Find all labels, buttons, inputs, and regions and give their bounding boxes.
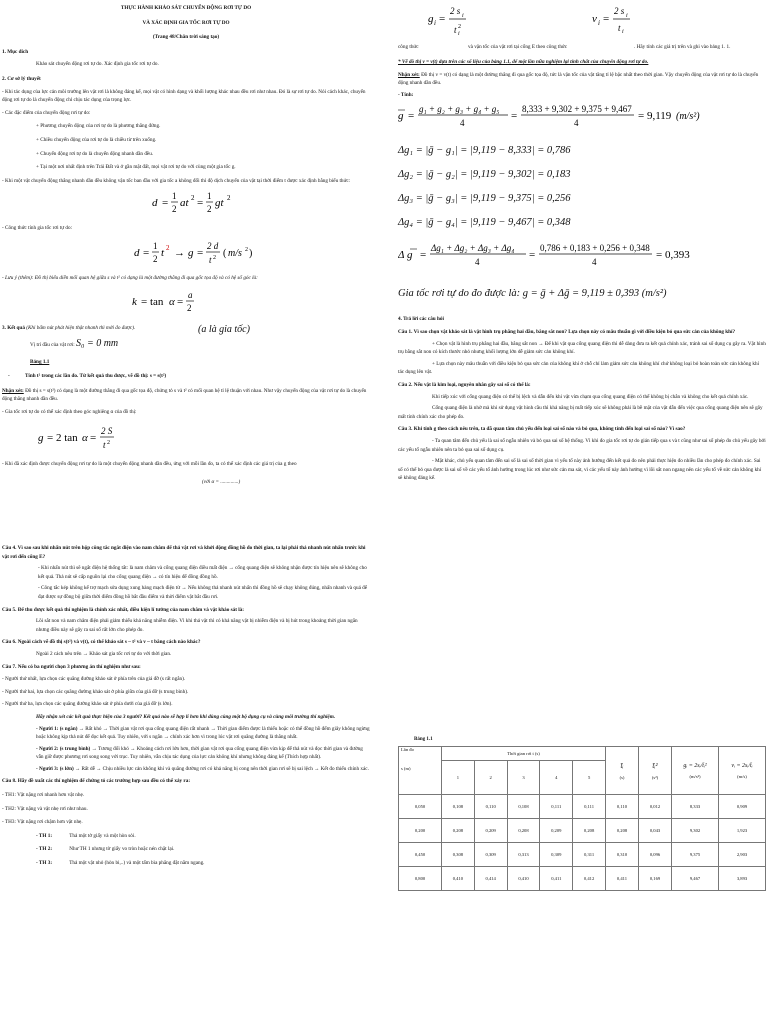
svg-text:=: =	[420, 249, 427, 262]
cell-time-4: 0,209	[540, 819, 573, 843]
q3-heading: Câu 3. Khi tính g theo cách nêu trên, ta đã quan tâm chủ yếu đến loại sai số nào và bỏ qua, không tính đến loại sai số nào? Vì sao?	[398, 426, 686, 433]
cell-v: 3,893	[719, 867, 766, 891]
svg-text:i: i	[598, 19, 600, 27]
svg-text:=: =	[529, 249, 536, 262]
header-distance-label: s (m)	[401, 766, 411, 771]
svg-text:2 s: 2 s	[450, 6, 461, 16]
header-v-formula: vᵢ = 2sᵢ/t̄ᵢ	[731, 762, 753, 769]
cell-time-5: 0,208	[573, 819, 606, 843]
table-row	[399, 795, 766, 819]
svg-text:2: 2	[227, 194, 231, 203]
section-2-note: - Lưu ý (thêm): Đồ thị biểu diễn mối quan hệ giữa s và t² có dạng là một đường thẳng đi qua gốc tọa độ và có hệ số góc là:	[2, 274, 258, 281]
q2-answer-1: Khi tiếp xúc với cổng quang điện có thể bị lệch và dẫn đến khi vật vừa chạm qua cổng quang điện có thể không bị chắn và không cho kết quả chính xác.	[432, 393, 749, 400]
svg-text:i: i	[458, 31, 460, 37]
g-per-trial-text: - Khi đã xác định được chuyển động rơi tự do là một chuyển động nhanh dần đều, ứng với mỗi lần đo, ta có thể xác định các giá trị của g theo	[2, 460, 297, 467]
svg-text:0,786 + 0,183 + 0,256 + 0,348: 0,786 + 0,183 + 0,256 + 0,348	[540, 243, 650, 254]
header-trial-1: 1	[442, 761, 475, 795]
cell-tsq: 0,096	[639, 843, 672, 867]
header-trial-2: 2	[474, 761, 507, 795]
svg-text:Δg₁ + Δg₂ + Δg₃ + Δg₄: Δg₁ + Δg₂ + Δg₃ + Δg₄	[431, 243, 515, 254]
q1-heading: Câu 1. Vì sao chọn vật khảo sát là vật hình trụ phẳng hai đầu, bằng sắt non? Lựa chọn này có mâu thuẫn gì với điều kiện bỏ qua sức cản của không khí?	[398, 328, 736, 335]
q5-heading: Câu 5. Để thu được kết quả thí nghiệm là chính xác nhất, điều kiện lí tưởng của nam châm và vật khảo sát là:	[2, 606, 244, 613]
cell-tsq: 0,043	[639, 819, 672, 843]
svg-text:2: 2	[187, 302, 192, 313]
q7-heading: Câu 7. Nếu có ba người chọn 3 phương án thí nghiệm như sau:	[2, 663, 141, 670]
formula-caption-suffix: . Hãy tính các giá trị trên và ghi vào bảng 1. 1.	[634, 44, 731, 50]
q7-answer-2	[2, 745, 370, 762]
cell-time-4: 0,411	[540, 867, 573, 891]
q8-experiment-1-label: - TH 1:	[36, 832, 53, 839]
q8-experiment-3	[2, 859, 370, 868]
svg-text:g: g	[398, 110, 404, 123]
formula-caption-mid: và vận tốc của vật rơi tại cổng E theo công thức	[468, 44, 568, 50]
velocity-remark	[398, 71, 766, 88]
header-tsq-symbol: t̄ᵢ²	[652, 761, 658, 770]
cell-distance: 0,450	[399, 843, 442, 867]
formula-gravity	[2, 233, 370, 269]
q3-answer-1: - Ta quan tâm đến chủ yếu là sai số ngẫu nhiên và bỏ qua sai số hệ thống. Vì khi đo gia tốc rơi tự do gián tiếp qua s và t cũng như sai số phép đo chủ yếu gây bởi các yếu tố ngẫu nhiên nên ta bỏ qua sai số dụng cụ.	[398, 437, 766, 453]
cell-v: 1,923	[719, 819, 766, 843]
table-reference: Bảng 1.1	[30, 358, 50, 365]
q7-answer-1-label: - Người 1: (s ngắn)	[36, 725, 78, 732]
cell-g: 8,333	[672, 795, 719, 819]
delta-g2: Δg₂ = |ḡ − g₂| = |9,119 − 9,302| = 0,183	[398, 169, 571, 181]
slope-note: (a là gia tốc)	[198, 324, 250, 335]
svg-text:i: i	[462, 13, 464, 19]
svg-text:2 d: 2 d	[207, 240, 219, 251]
header-trial-label: Lần đo	[401, 747, 414, 752]
header-time-group: Thời gian rơi t (s)	[442, 747, 606, 761]
svg-text:2: 2	[153, 253, 158, 264]
questions-continued	[2, 544, 370, 868]
remark-label: Nhận xét:	[2, 387, 24, 394]
q8-case-2: - TH2: Vật nặng và vật nhẹ rơi như nhau.	[2, 805, 88, 812]
cell-time-3: 0,410	[507, 867, 540, 891]
svg-text:2: 2	[458, 24, 461, 30]
svg-text:=: =	[162, 197, 169, 210]
svg-text:2: 2	[207, 204, 212, 215]
svg-text:8,333 + 9,302 + 9,375 + 9,467: 8,333 + 9,302 + 9,375 + 9,467	[522, 104, 632, 115]
section-1-heading: 1. Mục đích	[2, 48, 29, 55]
initial-position-label: Vị trí đầu của vật rơi:	[30, 342, 75, 349]
svg-text:1: 1	[153, 240, 158, 251]
q7-question: Hãy nhận xét các kết quả thực hiện của 3 người? Kết quả nào sẽ hợp lí hơn khi dùng cùng một bộ dụng cụ và cùng môi trường thí nghiệm.	[36, 713, 336, 720]
svg-text:gt: gt	[215, 197, 224, 210]
final-result: Gia tốc rơi tự do đo được là: g = ḡ + Δḡ = 9,119 ± 0,393 (m/s²)	[398, 288, 667, 300]
formula-caption	[398, 43, 766, 52]
q4-heading: Câu 4. Vì sao sau khi nhấn nút trên hộp công tắc ngắt điện vào nam châm để thả vật rơi và khởi động đồng hồ đo thời gian, ta lại phải thả nhanh nút nhấn trước khi vật rơi đến cổng E?	[2, 545, 366, 560]
svg-text:): )	[249, 247, 253, 259]
cell-g: 9,302	[672, 819, 719, 843]
svg-text:g: g	[428, 13, 434, 25]
svg-text:2 s: 2 s	[614, 6, 625, 16]
formula-g-and-v	[398, 0, 766, 38]
q2-heading: Câu 2. Nếu vật là kim loại, nguyên nhân gây sai số có thể là:	[398, 381, 531, 388]
table-row	[399, 867, 766, 891]
formula-delta-mean	[398, 238, 766, 270]
plot-instruction-text: Tính t² trong các lần đo. Từ kết quả thu được, vẽ đồ thị: s = s(t²)	[24, 373, 167, 380]
header-tsq	[639, 747, 672, 795]
section-3-title: 3. Kết quả	[2, 324, 25, 331]
svg-text:2 S: 2 S	[101, 425, 113, 436]
cell-tbar: 0,110	[606, 795, 639, 819]
q8-experiment-2-text: Như TH 1 nhưng tờ giấy vo tròn hoặc nén chặt lại.	[69, 846, 175, 853]
svg-text:4: 4	[475, 257, 480, 268]
q7-answer-2-text: → Tương đối khó → Khoảng cách rơi lớn hơn, thời gian vật rơi qua cổng quang điện vừa kịp để thả nút và đọc thời gian và đường vẫn giữ được phương rơi song song với trục. Tuy nhiên, vẫn chịu tác dụng của lực cản không khí nhưng không đáng kể (Thích hợp nhất).	[36, 745, 363, 761]
cell-distance: 0,050	[399, 795, 442, 819]
section-2-para-1: - Khi tác dụng của lực cản môi trường lên vật rơi là không đáng kể, mọi vật có hình dạng và khối lượng khác nhau đều rơi như nhau. Đó là sự rơi tự do. Nói cách khác, chuyển động rơi tự do là chuyển động chỉ chịu tác dụng của trọng lực.	[2, 88, 366, 104]
svg-text:=: =	[603, 13, 610, 25]
q7-option-1: - Người thứ nhất, lựa chọn các quãng đường khảo sát ở phía trên của giá đỡ (s rất ngắn).	[2, 676, 186, 683]
svg-text:4: 4	[592, 257, 597, 268]
q8-experiment-3-label: - TH 3:	[36, 860, 53, 867]
doc-title: THỰC HÀNH KHẢO SÁT CHUYỂN ĐỘNG RƠI TỰ DO	[120, 5, 252, 11]
remark-paragraph	[2, 387, 370, 404]
q6-answer: Ngoài 2 cách nêu trên → Khảo sát gia tốc rơi tự do với thời gian.	[36, 650, 172, 657]
cell-time-1: 0,208	[442, 819, 475, 843]
cell-g: 9,467	[672, 867, 719, 891]
svg-text:(: (	[223, 247, 227, 259]
formula-caption-prefix: công thức	[398, 44, 419, 50]
svg-text:g: g	[38, 431, 44, 444]
table-row	[399, 819, 766, 843]
q7-option-2: - Người thứ hai, lựa chọn các quãng đường khảo sát ở phía giữa của giá đỡ (s trung bình).	[2, 688, 189, 695]
table-header-row-1	[399, 747, 766, 761]
remark-text: Đồ thị s = s(t²) có dạng là một đường thẳng đi qua gốc tọa độ, chứng tỏ s và t² có mối quan hệ tỉ lệ thuận với nhau. Như vậy chuyển động của vật rơi tự do là chuyển động thẳng nhanh dần đều.	[2, 387, 367, 403]
right-column	[398, 0, 766, 483]
q3-answer-2: - Mặt khác, chủ yếu quan tâm đến sai số là sai số thời gian vì yếu tố này ảnh hưởng đến kết quả đo nên phải thực hiện đo nhiều lần cho phép đo chính xác. Sai số có thể bỏ qua được là sai số về các yếu tố ảnh hưởng trong lúc rơi như sức cản ma sát, vì các yếu tố này ảnh hưởng vì lõi sắt non ngang nên các yếu tố về sức cản không khí sẽ không đáng kể.	[398, 458, 762, 482]
q7-answer-1	[2, 725, 370, 742]
formula-g-mean	[398, 99, 766, 131]
svg-text:=: =	[511, 110, 518, 123]
cell-time-4: 0,111	[540, 795, 573, 819]
svg-text:Δ g: Δ g	[398, 249, 413, 262]
q7-answer-2-label: - Người 2: (s trung bình)	[36, 745, 91, 752]
header-g	[672, 747, 719, 795]
q8-experiment-2-label: - TH 2:	[36, 846, 53, 853]
svg-text:t: t	[103, 439, 106, 450]
section-3-heading	[2, 324, 370, 333]
header-trial-3: 3	[507, 761, 540, 795]
cell-v: 0,909	[719, 795, 766, 819]
svg-text:(m/s²): (m/s²)	[676, 111, 700, 123]
velocity-remark-label: Nhận xét:	[398, 71, 420, 78]
cell-time-3: 0,208	[507, 819, 540, 843]
svg-text:1: 1	[207, 191, 212, 202]
left-column	[2, 0, 370, 485]
bullet-4: + Tại một nơi nhất định trên Trái Đất và ở gần mặt đất, mọi vật rơi tự do với cùng một gia tốc g.	[36, 164, 236, 171]
q8-experiment-3-text: Thả một vật nhỏ (hòn bi,..) và một tấm bìa phẳng đặt nằm ngang.	[69, 860, 205, 867]
bullet-2: + Chiều chuyển động của rơi tự do là chiều từ trên xuống.	[36, 136, 157, 143]
cell-time-3: 0,108	[507, 795, 540, 819]
svg-text:=: =	[197, 197, 204, 210]
q2-answer-2: Cổng quang điện là nhờ mà khi sử dụng vật hình cầu thì khả năng bị mất tiếp xúc sẽ không phải là bề mặt của vật dẫn đến việc qua cổng quang điện nên sẽ gây mất tính chính xác cho phép đo.	[398, 405, 763, 420]
header-v-unit: (m/s)	[737, 773, 747, 779]
header-tsq-unit: (s²)	[651, 774, 659, 780]
cell-tbar: 0,208	[606, 819, 639, 843]
svg-text:t: t	[209, 254, 212, 265]
svg-text:g: g	[188, 246, 194, 259]
svg-text:=: =	[143, 246, 150, 259]
q8-experiment-1-text: Thả một tờ giấy và một hòn sỏi.	[69, 832, 136, 839]
svg-text:α: α	[82, 431, 88, 444]
svg-text:2: 2	[166, 243, 170, 252]
cell-distance: 0,800	[399, 867, 442, 891]
q7-answer-1-text: → Rất khó → Thời gian vật rơi qua cổng quang điện rất nhanh → Thời gian điểm được là thiếu hoặc có thể đồng hồ đếm giây không ngừng hoặc không kịp thả nút để đọc kết quả. Tuy nhiên, với s ngắn → chính xác hơn vì trong lúc vật rơi quãng đường là thẳng nhất.	[36, 725, 370, 741]
table-caption: Bảng 1.1	[414, 737, 433, 742]
svg-text:k: k	[132, 295, 137, 308]
q4-answer-2: - Công tắc kép không kể trợ mạch sửa dụng xung hàng mạch điện từ → Nếu không thả nhanh nút nhấn thì đồng hồ sẽ chạy không đúng, nhấn nhanh và quá để đạt được sự đồng bộ giữa thời điểm đồng hồ bắt đầu điểm và thời điểm vật bắt đầu rơi.	[38, 585, 368, 600]
section-2-heading: 2. Cơ sở lý thuyết	[2, 75, 41, 82]
cell-tsq: 0,169	[639, 867, 672, 891]
header-v	[719, 747, 766, 795]
cell-tbar: 0,310	[606, 843, 639, 867]
svg-text:=: =	[90, 431, 97, 444]
calc-heading: - Tính:	[398, 91, 414, 98]
cell-v: 2,903	[719, 843, 766, 867]
svg-text:d: d	[152, 197, 158, 210]
section-2-para-4: - Công thức tính gia tốc rơi tự do:	[2, 225, 73, 232]
cell-time-4: 0,309	[540, 843, 573, 867]
svg-text:i: i	[626, 13, 628, 19]
bullet-3: + Chuyển động rơi tự do là chuyển động nhanh dần đều.	[36, 150, 154, 157]
svg-text:α: α	[169, 295, 175, 308]
q7-answer-3-text: → Rất dễ → Chịu nhiều lực cản không khí và quãng đường rơi có khả năng bị cong nên thời gian rơi sẽ bị sai lệch → Kết đo thiếu chính xác.	[74, 765, 369, 772]
q1-answer-2: + Lựa chọn này mâu thuẫn với điều kiện bỏ qua sức cản của không khí ở chỗ chỉ làm giảm sức cản không khí chứ không loại bỏ hoàn toàn sức cản không khí tác dụng lên vật.	[398, 360, 760, 376]
data-table	[398, 746, 766, 891]
table-row	[399, 843, 766, 867]
svg-text:v: v	[592, 13, 597, 25]
section-1-text: Khảo sát chuyển động rơi tự do. Xác định gia tốc rơi tự do.	[36, 61, 159, 68]
svg-text:t: t	[454, 25, 457, 35]
cell-tsq: 0,012	[639, 795, 672, 819]
angle-instruction: - Gia tốc rơi tự do có thể xác định theo góc nghiêng α của đồ thị:	[2, 409, 137, 416]
header-trial	[399, 747, 442, 795]
q6-heading: Câu 6. Ngoài cách vẽ đồ thị s(t²) và v(t), có thể khảo sát s ~ t² và v ~ t bằng cách nào khác?	[2, 639, 201, 646]
cell-g: 9,375	[672, 843, 719, 867]
delta-g3: Δg₃ = |ḡ − g₃| = |9,119 − 9,375| = 0,256	[398, 193, 571, 205]
formula-g-from-angle	[2, 417, 370, 455]
svg-text:d: d	[134, 246, 140, 259]
delta-g1: Δg₁ = |ḡ − g₁| = |9,119 − 8,333| = 0,786	[398, 145, 571, 157]
doc-source: (Trang 48/Chân trời sáng tạo)	[152, 34, 220, 41]
svg-text:=: =	[408, 110, 415, 123]
svg-text:t: t	[161, 246, 165, 259]
cell-time-1: 0,410	[442, 867, 475, 891]
cell-time-2: 0,110	[474, 795, 507, 819]
cell-time-1: 0,108	[442, 795, 475, 819]
header-trial-4: 4	[540, 761, 573, 795]
svg-text:=: =	[177, 295, 184, 308]
header-g-formula: gᵢ = 2sᵢ/t̄ᵢ²	[683, 762, 707, 769]
svg-text:2: 2	[172, 204, 177, 215]
svg-text:=: =	[439, 13, 446, 25]
svg-text:i: i	[434, 19, 436, 27]
cell-time-1: 0,308	[442, 843, 475, 867]
q8-case-1: - TH1: Vật nặng rơi nhanh hơn vật nhẹ.	[2, 792, 85, 799]
q8-experiment-1	[2, 832, 370, 841]
svg-text:2: 2	[107, 439, 110, 446]
header-tbar	[606, 747, 639, 795]
svg-text:= tan: = tan	[141, 295, 164, 308]
q5-answer: Lõi sắt non và nam châm điện phải giảm thiểu khả năng nhiễm điện. Vì khi thả vật thì có khả năng vật bị nhiễm điện và bị hút trong khoảng thời gian ngắn nhưng điều này sẽ gây ra sai số rất lớn cho phép đo.	[36, 618, 358, 633]
velocity-remark-text: Đồ thị v = v(t) có dạng là một đường thẳng đi qua gốc tọa độ, tức là vận tốc của vật tăng tỉ lệ bậc nhất theo thời gian. Vậy chuyển động của vật rơi tự do là chuyển động nhanh dần đều.	[398, 71, 759, 87]
svg-text:2: 2	[191, 194, 195, 203]
svg-text:m/s: m/s	[228, 247, 242, 259]
initial-position-value: S₀ = 0 mm	[75, 338, 119, 350]
cell-tbar: 0,411	[606, 867, 639, 891]
header-tbar-symbol: t̄ᵢ	[620, 761, 624, 770]
svg-text:1: 1	[172, 191, 177, 202]
q8-experiment-2	[2, 845, 370, 854]
svg-text:→: →	[174, 246, 185, 259]
table-body	[399, 795, 766, 891]
header-trial-5: 5	[573, 761, 606, 795]
header-tbar-unit: (s)	[619, 774, 625, 780]
q1-answer-1: + Chọn vật là hình trụ phẳng hai đầu, bằng sắt non → Để khi vật qua cổng quang điện thì dễ dàng đưa ra kết quả chính xác, tránh sai số dụng cụ gây ra. Vật hình trụ bằng sắt non có kích thước nhỏ nhưng khối lượng lớn dễ giảm sức cản không khí.	[398, 340, 766, 356]
section-2-para-2: - Các đặc điểm của chuyển động rơi tự do:	[2, 109, 91, 116]
cell-time-5: 0,311	[573, 843, 606, 867]
svg-text:a: a	[188, 289, 193, 300]
angle-value-note: (với α = ..............)	[202, 479, 241, 485]
formula-slope	[2, 283, 370, 317]
plot-instruction-bullet: -	[8, 373, 10, 380]
cell-distance: 0,200	[399, 819, 442, 843]
svg-text:= 0,393: = 0,393	[656, 249, 690, 262]
initial-position-line	[2, 340, 370, 350]
svg-text:=: =	[197, 246, 204, 259]
svg-text:2: 2	[213, 254, 216, 261]
svg-text:= 9,119: = 9,119	[638, 110, 672, 123]
q8-case-3: - TH3: Vật nặng rơi chậm hơn vật nhẹ.	[2, 819, 83, 826]
q7-answer-3-label: - Người 3: (s lớn)	[36, 765, 74, 772]
cell-time-5: 0,111	[573, 795, 606, 819]
svg-text:at: at	[180, 197, 189, 210]
bullet-1: + Phương chuyển động của rơi tự do là phương thẳng đứng.	[36, 123, 161, 130]
section-4-heading: 4. Trả lời các câu hỏi	[398, 316, 444, 323]
svg-text:2: 2	[245, 246, 248, 253]
svg-text:4: 4	[460, 118, 465, 129]
cell-time-2: 0,414	[474, 867, 507, 891]
cell-time-2: 0,309	[474, 843, 507, 867]
svg-text:t: t	[618, 23, 621, 33]
q8-heading: Câu 8. Hãy đề xuất các thí nghiệm để chứng tỏ các trường hợp sau đều có thể xảy ra:	[2, 778, 191, 785]
q4-answer-1: - Khi nhấn nút thì sẽ ngắt điện hệ thống tắt: là nam châm và cổng quang điện điều mất điện → cổng quang điện sẽ không nhận được tín hiệu nên sẽ không cho kết quả. Thả nút sẽ cấp nguồn lại cho cổng quang điện → có tín hiệu để đồng đồng hồ.	[38, 565, 367, 580]
section-2-para-3: - Khi một vật chuyển động thẳng nhanh dần đều không vận tốc ban đầu với gia tốc a không đổi thì độ dịch chuyển của vật tại thời điểm t được xác định bằng biểu thức:	[2, 177, 351, 184]
formula-displacement	[2, 185, 370, 219]
svg-text:i: i	[622, 29, 624, 35]
cell-time-5: 0,412	[573, 867, 606, 891]
cell-time-2: 0,209	[474, 819, 507, 843]
plot-instruction	[2, 372, 370, 381]
svg-text:g₁ + g₂ + g₃ + g₄ + g₅: g₁ + g₂ + g₃ + g₄ + g₅	[419, 104, 500, 115]
graph-instruction: * Vẽ đồ thị v = v(t) dựa trên các số liệu của bảng 1.1, để một lần nữa nghiệm lại tính chất của chuyển động rơi tự do.	[398, 59, 649, 65]
section-3-note: (Khi bấm nút phát hiện thật nhanh thì mới đo được).	[26, 324, 136, 331]
svg-text:4: 4	[574, 118, 579, 129]
q7-option-3: - Người thứ ba, lựa chọn các quãng đường khảo sát ở phía dưới của giá đỡ (s lớn).	[2, 701, 173, 708]
cell-time-3: 0,313	[507, 843, 540, 867]
doc-subtitle: VÀ XÁC ĐỊNH GIA TỐC RƠI TỰ DO	[142, 19, 230, 26]
svg-text:= 2 tan: = 2 tan	[47, 431, 78, 444]
q7-answer-3	[2, 765, 370, 774]
header-g-unit: (m/s²)	[689, 773, 701, 779]
delta-g4: Δg₄ = |ḡ − g₄| = |9,119 − 9,467| = 0,348	[398, 217, 571, 229]
